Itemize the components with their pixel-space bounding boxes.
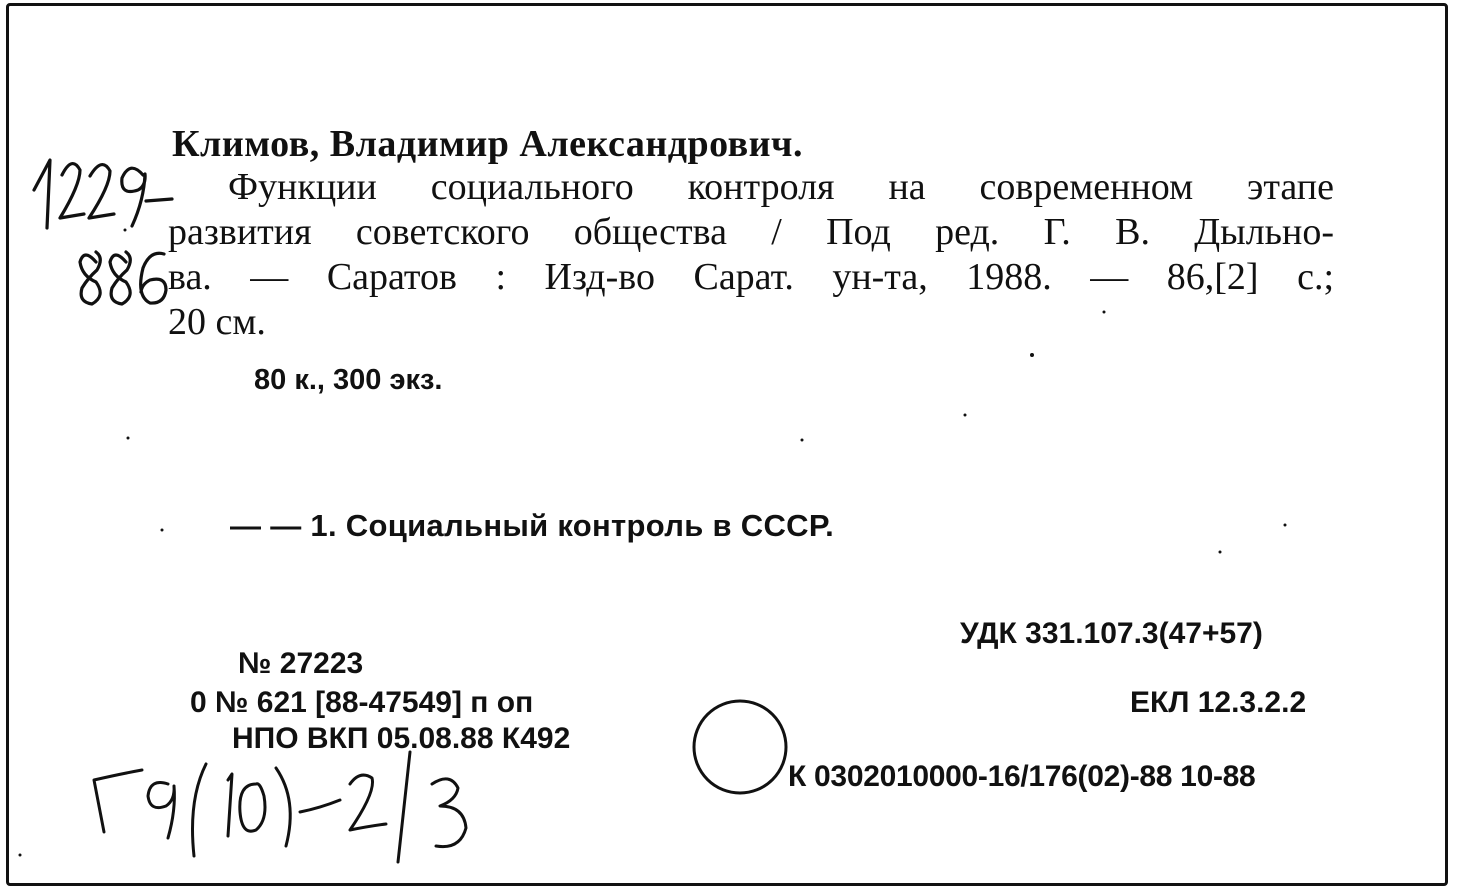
subject-heading: — — 1. Социальный контроль в СССР. [230, 508, 835, 543]
description-line-3: ва. — Саратов : Изд-во Сарат. ун-та, 1988. — 86,[2] с.; [168, 256, 1334, 298]
handwritten-shelf-mark-top [34, 160, 172, 228]
description-line-1: Функции социального контроля на современном этапе [228, 166, 1334, 208]
circle-stamp-icon [694, 701, 786, 793]
order-number-1: № 27223 [238, 647, 364, 680]
handwritten-bottom-code [94, 752, 466, 862]
handwritten-shelf-mark-bottom [80, 252, 166, 304]
price-copies: 80 к., 300 экз. [254, 364, 443, 396]
ekl-code: ЕКЛ 12.3.2.2 [1130, 686, 1307, 719]
order-number-2: 0 № 621 [88-47549] п оп [190, 686, 534, 719]
description-line-2: развития советского общества / Под ред. Г. В. Дыльно- [168, 211, 1334, 253]
paper-specks [19, 229, 1287, 857]
order-number-3: НПО ВКП 05.08.88 К492 [232, 722, 571, 755]
k-code: К 0302010000-16/176(02)-88 10-88 [788, 760, 1256, 793]
udk-code: УДК 331.107.3(47+57) [960, 617, 1263, 650]
author-heading: Климов, Владимир Александрович. [172, 123, 803, 165]
description-line-4: 20 см. [168, 301, 266, 343]
